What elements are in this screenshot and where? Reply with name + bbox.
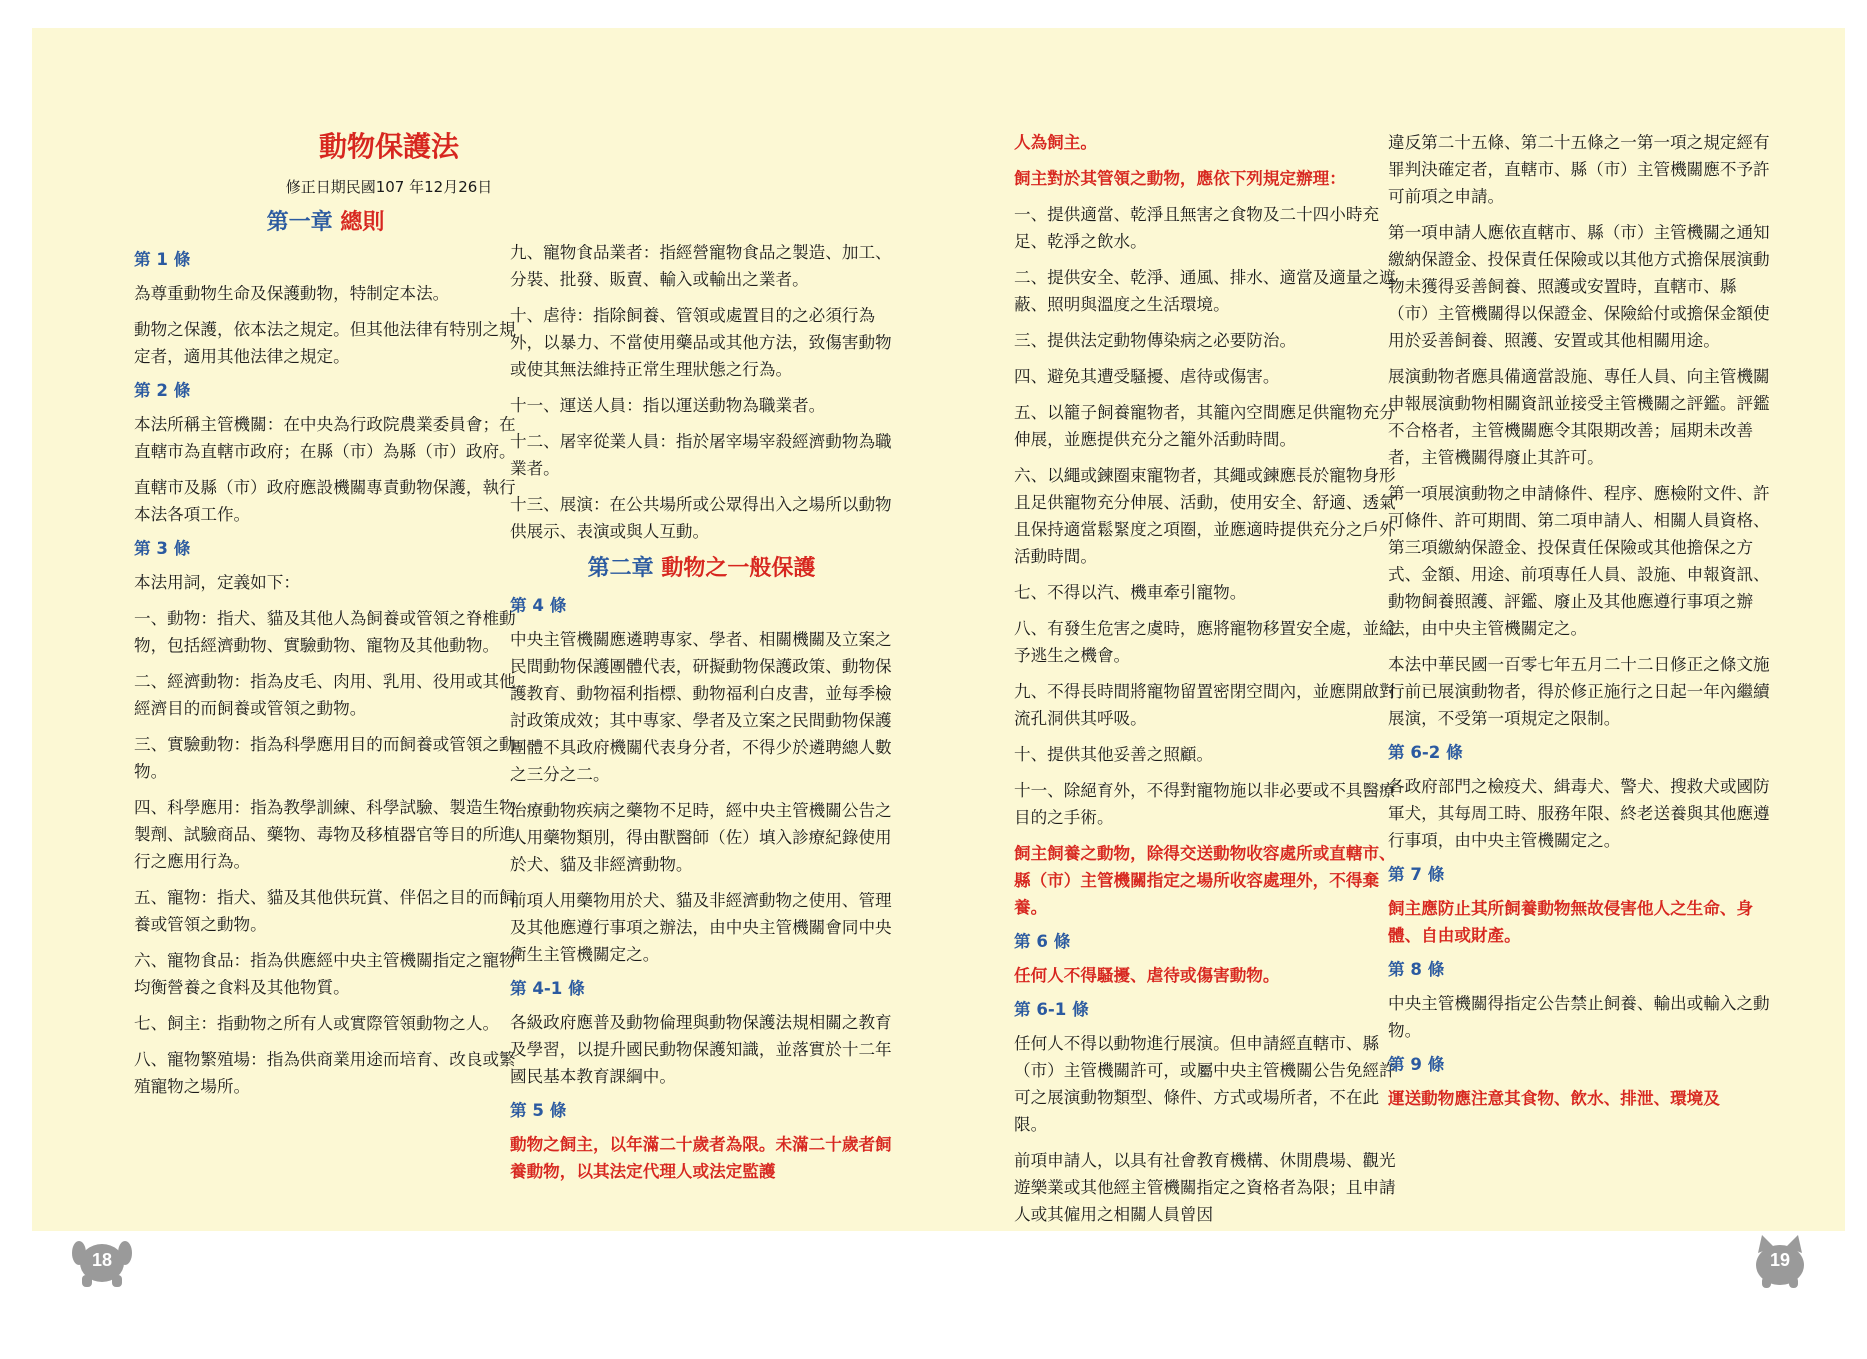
paragraph: 中央主管機關得指定公告禁止飼養、輸出或輸入之動物。: [1388, 994, 1770, 1040]
article-number: 第 5 條: [510, 1101, 567, 1120]
column-4-body: [1388, 129, 1771, 1112]
document-header: [134, 128, 644, 199]
chapter-1-heading: [134, 208, 517, 238]
paragraph: 十一、運送人員：指以運送動物為職業者。: [510, 396, 826, 415]
chapter-2-number: 第二章: [587, 556, 654, 581]
paragraph: 一、動物：指犬、貓及其他人為飼養或管領之脊椎動物，包括經濟動物、實驗動物、寵物及其他動物。: [134, 609, 516, 655]
paragraph: 各級政府應普及動物倫理與動物保護法規相關之教育及學習，以提升國民動物保護知識，並落實於十二年國民基本教育課綱中。: [510, 1013, 892, 1086]
chapter-2-title: 動物之一般保護: [661, 556, 816, 581]
column-1-body: [134, 248, 517, 1100]
emphasized-paragraph: 飼主對於其管領之動物，應依下列規定辦理：: [1014, 169, 1346, 188]
paragraph: 治療動物疾病之藥物不足時，經中央主管機關公告之人用藥物類別，得由獸醫師（佐）填入診療紀錄使用於犬、貓及非經濟動物。: [510, 801, 892, 874]
paragraph: 第一項申請人應依直轄市、縣（市）主管機關之通知繳納保證金、投保責任保險或以其他方式擔保展演動物未獲得妥善飼養、照護或安置時，直轄市、縣（市）主管機關得以保證金、保險給付或擔保金額使用於妥善飼養、照護、安置或其他相關用途。: [1388, 223, 1770, 350]
paragraph: 七、飼主：指動物之所有人或實際管領動物之人。: [134, 1014, 500, 1033]
paragraph: 任何人不得以動物進行展演。但申請經直轄市、縣（市）主管機關許可，或屬中央主管機關公告免經許可之展演動物類型、條件、方式或場所者，不在此限。: [1014, 1034, 1396, 1134]
article-number: 第 4-1 條: [510, 979, 585, 998]
column-3: [1014, 129, 1397, 1237]
column-2-body-top: [510, 239, 893, 545]
article-number: 第 7 條: [1388, 865, 1445, 884]
paragraph: 前項申請人，以具有社會教育機構、休閒農場、觀光遊樂業或其他經主管機關指定之資格者為限；且申請人或其僱用之相關人員曾因: [1014, 1151, 1396, 1224]
column-3-body: [1014, 129, 1397, 1228]
article-number: 第 1 條: [134, 250, 191, 269]
paragraph: 中央主管機關應遴聘專家、學者、相關機關及立案之民間動物保護團體代表，研擬動物保護政策、動物保護教育、動物福利指標、動物福利白皮書，並每季檢討政策成效；其中專家、學者及立案之民間動物保護團體不具政府機關代表身分者，不得少於遴聘總人數之三分之二。: [510, 630, 892, 784]
page-number-right: 19: [1769, 1250, 1791, 1270]
article-number: 第 6-2 條: [1388, 743, 1463, 762]
article-number: 第 3 條: [134, 539, 191, 558]
paragraph: 二、提供安全、乾淨、通風、排水、適當及適量之遮蔽、照明與溫度之生活環境。: [1014, 268, 1396, 314]
emphasized-paragraph: 任何人不得騷擾、虐待或傷害動物。: [1014, 966, 1280, 985]
emphasized-paragraph: 動物之飼主，以年滿二十歲者為限。未滿二十歲者飼養動物，以其法定代理人或法定監護: [510, 1135, 892, 1181]
paragraph: 六、以繩或鍊圈束寵物者，其繩或鍊應長於寵物身形且足供寵物充分伸展、活動，使用安全、舒適、透氣且保持適當鬆緊度之項圈，並應適時提供充分之戶外活動時間。: [1014, 466, 1396, 566]
paragraph: 九、不得長時間將寵物留置密閉空間內，並應開啟對流孔洞供其呼吸。: [1014, 682, 1396, 728]
document-title: 動物保護法: [318, 130, 459, 163]
chapter-1-number: 第一章: [266, 210, 333, 235]
paragraph: 十三、展演：在公共場所或公眾得出入之場所以動物供展示、表演或與人互動。: [510, 495, 892, 541]
article-number: 第 6 條: [1014, 932, 1071, 951]
page-number-left-badge: [72, 1235, 132, 1289]
paragraph: 三、實驗動物：指為科學應用目的而飼養或管領之動物。: [134, 735, 516, 781]
column-4: [1388, 129, 1771, 1121]
paragraph: 五、寵物：指犬、貓及其他供玩賞、伴侶之目的而飼養或管領之動物。: [134, 888, 516, 934]
paragraph: 展演動物者應具備適當設施、專任人員、向主管機關申報展演動物相關資訊並接受主管機關之評鑑。評鑑不合格者，主管機關應令其限期改善；屆期未改善者，主管機關得廢止其許可。: [1388, 367, 1770, 467]
paragraph: 一、提供適當、乾淨且無害之食物及二十四小時充足、乾淨之飲水。: [1014, 205, 1380, 251]
revision-date: 修正日期民國107 年12月26日: [285, 178, 493, 196]
paragraph: 三、提供法定動物傳染病之必要防治。: [1014, 331, 1297, 350]
paragraph: 前項人用藥物用於犬、貓及非經濟動物之使用、管理及其他應遵行事項之辦法，由中央主管機關會同中央衛生主管機關定之。: [510, 891, 892, 964]
paragraph: 直轄市及縣（市）政府應設機關專責動物保護，執行本法各項工作。: [134, 478, 516, 524]
paragraph: 第一項展演動物之申請條件、程序、應檢附文件、許可條件、許可期間、第二項申請人、相關人員資格、第三項繳納保證金、投保責任保險或其他擔保之方式、金額、用途、前項專任人員、設施、申報資訊、動物飼養照護、評鑑、廢止及其他應遵行事項之辦法，由中央主管機關定之。: [1388, 484, 1770, 638]
column-1: [134, 128, 517, 1109]
article-number: 第 8 條: [1388, 960, 1445, 979]
paragraph: 為尊重動物生命及保護動物，特制定本法。: [134, 284, 450, 303]
paragraph: 五、以籠子飼養寵物者，其籠內空間應足供寵物充分伸展，並應提供充分之籠外活動時間。: [1014, 403, 1396, 449]
paragraph: 動物之保護，依本法之規定。但其他法律有特別之規定者，適用其他法律之規定。: [134, 320, 516, 366]
article-number: 第 9 條: [1388, 1055, 1445, 1074]
column-2: [510, 239, 893, 1194]
paragraph: 本法中華民國一百零七年五月二十二日修正之條文施行前已展演動物者，得於修正施行之日起一年內繼續展演，不受第一項規定之限制。: [1388, 655, 1770, 728]
page-number-right-badge: [1750, 1235, 1810, 1289]
paragraph: 四、避免其遭受騷擾、虐待或傷害。: [1014, 367, 1280, 386]
paragraph: 六、寵物食品：指為供應經中央主管機關指定之寵物均衡營養之食料及其他物質。: [134, 951, 516, 997]
paragraph: 各政府部門之檢疫犬、緝毒犬、警犬、搜救犬或國防軍犬，其每周工時、服務年限、終老送養與其他應遵行事項，由中央主管機關定之。: [1388, 777, 1770, 850]
paragraph: 八、寵物繁殖場：指為供商業用途而培育、改良或繁殖寵物之場所。: [134, 1050, 516, 1096]
paragraph: 十一、除絕育外，不得對寵物施以非必要或不具醫療目的之手術。: [1014, 781, 1396, 827]
paragraph: 違反第二十五條、第二十五條之一第一項之規定經有罪判決確定者，直轄市、縣（市）主管機關應不予許可前項之申請。: [1388, 133, 1770, 206]
emphasized-paragraph: 飼主應防止其所飼養動物無故侵害他人之生命、身體、自由或財產。: [1388, 899, 1754, 945]
article-number: 第 2 條: [134, 381, 191, 400]
article-number: 第 4 條: [510, 596, 567, 615]
page-number-left: 18: [91, 1250, 113, 1270]
document-page-spread: [32, 28, 1845, 1231]
column-2-body-bottom: [510, 594, 893, 1185]
paragraph: 本法所稱主管機關：在中央為行政院農業委員會；在直轄市為直轄市政府；在縣（市）為縣（市）政府。: [134, 415, 516, 461]
paragraph: 十二、屠宰從業人員：指於屠宰場宰殺經濟動物為職業者。: [510, 432, 892, 478]
paragraph: 十、提供其他妥善之照顧。: [1014, 745, 1214, 764]
paragraph: 十、虐待：指除飼養、管領或處置目的之必須行為外，以暴力、不當使用藥品或其他方法，致傷害動物或使其無法維持正常生理狀態之行為。: [510, 306, 892, 379]
article-number: 第 6-1 條: [1014, 1000, 1089, 1019]
chapter-1-title: 總則: [340, 210, 385, 235]
chapter-2-heading: [510, 554, 893, 584]
emphasized-paragraph: 飼主飼養之動物，除得交送動物收容處所或直轄市、縣（市）主管機關指定之場所收容處理外，不得棄養。: [1014, 844, 1396, 917]
emphasized-paragraph: 人為飼主。: [1014, 133, 1097, 152]
paragraph: 二、經濟動物：指為皮毛、肉用、乳用、役用或其他經濟目的而飼養或管領之動物。: [134, 672, 516, 718]
paragraph: 八、有發生危害之虞時，應將寵物移置安全處，並給予逃生之機會。: [1014, 619, 1396, 665]
paragraph: 四、科學應用：指為教學訓練、科學試驗、製造生物製劑、試驗商品、藥物、毒物及移植器官等目的所進行之應用行為。: [134, 798, 516, 871]
emphasized-paragraph: 運送動物應注意其食物、飲水、排泄、環境及: [1388, 1089, 1720, 1108]
paragraph: 九、寵物食品業者：指經營寵物食品之製造、加工、分裝、批發、販賣、輸入或輸出之業者。: [510, 243, 892, 289]
paragraph: 本法用詞，定義如下：: [134, 573, 300, 592]
paragraph: 七、不得以汽、機車牽引寵物。: [1014, 583, 1247, 602]
